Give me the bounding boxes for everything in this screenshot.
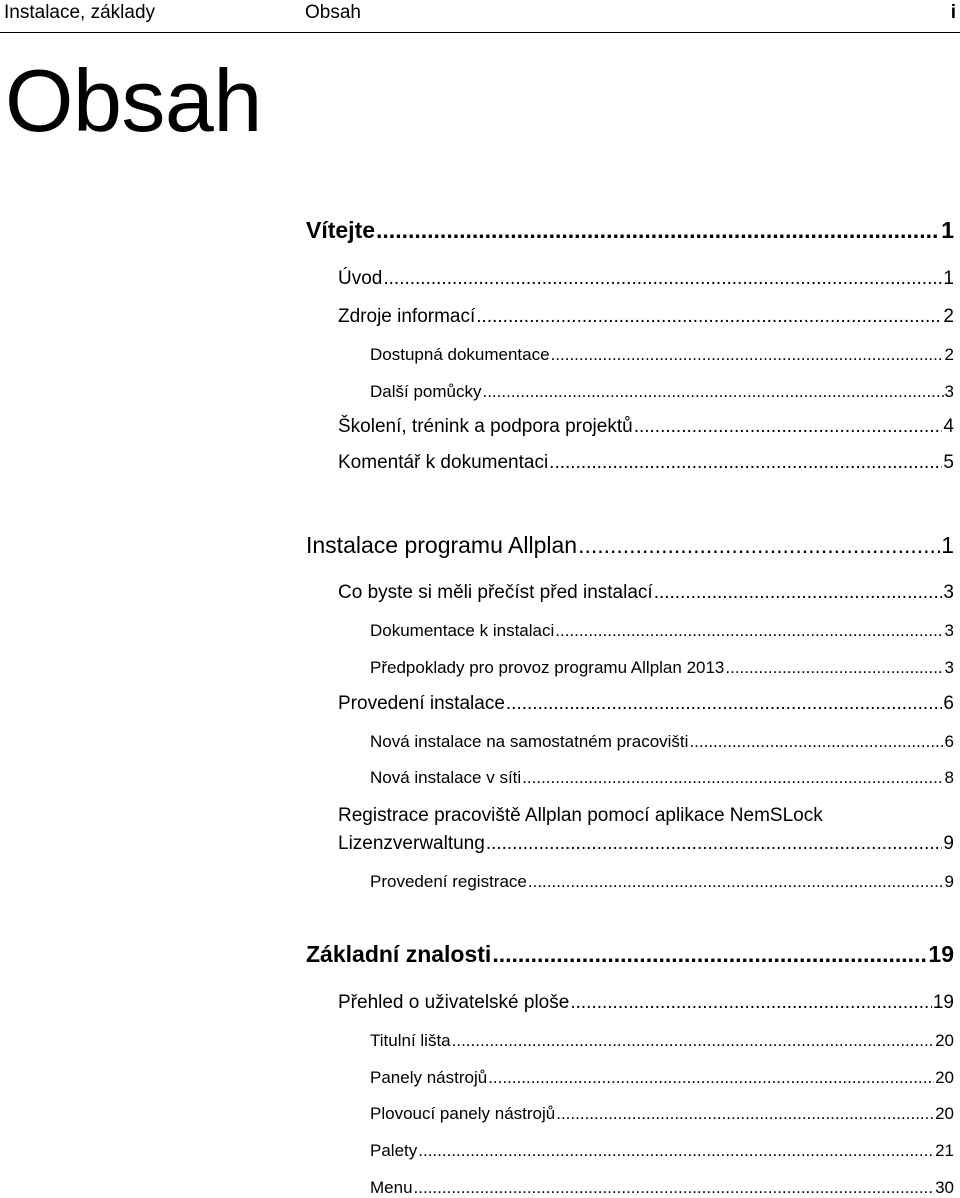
toc-entry-page: 9	[944, 872, 954, 891]
toc-entry-page: 3	[944, 382, 954, 401]
toc-entry-plovouci[interactable]	[370, 1104, 954, 1124]
toc-entry-title: Nová instalace na samostatném pracovišti	[370, 732, 689, 751]
header-doc-title: Instalace, základy	[4, 2, 156, 23]
dot-leader	[492, 941, 927, 968]
dot-leader	[414, 1178, 935, 1198]
toc-entry-zdroje[interactable]	[338, 306, 954, 328]
toc-entry-page: 1	[941, 217, 954, 243]
toc-entry-page: 3	[944, 621, 954, 640]
dot-leader	[418, 1141, 934, 1161]
toc-entry-page: 19	[932, 992, 954, 1013]
toc-entry-page: 1	[941, 532, 954, 558]
header-page-number: i	[950, 2, 956, 23]
toc-entry-page: 20	[935, 1104, 954, 1123]
toc-entry-dokumentace-k[interactable]	[370, 621, 954, 641]
toc-entry-registrace[interactable]	[338, 805, 954, 855]
toc-entry-title: Úvod	[338, 268, 383, 289]
toc-entry-title: Další pomůcky	[370, 382, 482, 401]
dot-leader	[551, 345, 944, 365]
toc-entry-instalace[interactable]	[306, 532, 954, 559]
toc-entry-provedeni-instalace[interactable]	[338, 693, 954, 715]
dot-leader	[528, 872, 944, 892]
toc-entry-zakladni[interactable]	[306, 941, 954, 968]
toc-entry-uvod[interactable]	[338, 268, 954, 290]
toc-entry-predpoklady[interactable]	[370, 658, 954, 678]
dot-leader	[522, 768, 943, 788]
dot-leader	[476, 306, 942, 328]
toc-entry-page: 1	[943, 268, 954, 289]
page-title: Obsah	[5, 51, 262, 150]
toc-entry-page: 2	[943, 306, 954, 327]
toc-entry-title-continued: Lizenzverwaltung	[338, 833, 485, 854]
toc-entry-title: Provedení registrace	[370, 872, 527, 891]
toc-entry-komentar[interactable]	[338, 452, 954, 474]
toc-entry-title: Co byste si měli přečíst před instalací	[338, 582, 653, 603]
toc-entry-page: 6	[944, 732, 954, 751]
dot-leader	[383, 268, 942, 290]
toc-entry-page: 4	[943, 416, 954, 437]
dot-leader	[482, 382, 943, 402]
toc-entry-page: 6	[943, 693, 954, 714]
running-header	[0, 0, 960, 33]
toc-entry-page: 20	[935, 1031, 954, 1050]
toc-entry-title: Instalace programu Allplan	[306, 532, 578, 558]
dot-leader	[506, 693, 943, 715]
toc-entry-palety[interactable]	[370, 1141, 954, 1161]
toc-entry-title: Panely nástrojů	[370, 1068, 488, 1087]
toc-entry-page: 9	[943, 833, 954, 854]
toc-entry-skoleni[interactable]	[338, 416, 954, 438]
toc-entry-title: Základní znalosti	[306, 941, 492, 967]
toc-entry-page: 8	[944, 768, 954, 787]
toc-entry-title: Plovoucí panely nástrojů	[370, 1104, 556, 1123]
dot-leader	[570, 992, 932, 1014]
toc-entry-titulni[interactable]	[370, 1031, 954, 1051]
toc-entry-vitejte[interactable]	[306, 217, 954, 244]
dot-leader	[725, 658, 943, 678]
dot-leader	[486, 833, 943, 855]
toc-entry-page: 5	[943, 452, 954, 473]
toc-entry-nova-siti[interactable]	[370, 768, 954, 788]
dot-leader	[654, 582, 943, 604]
dot-leader	[549, 452, 942, 474]
dot-leader	[555, 621, 943, 641]
toc-entry-page: 3	[943, 582, 954, 603]
toc-entry-title: Provedení instalace	[338, 693, 505, 714]
toc-entry-title: Komentář k dokumentaci	[338, 452, 549, 473]
dot-leader	[634, 416, 943, 438]
toc-entry-title: Registrace pracoviště Allplan pomocí aplikace NemSLock	[338, 805, 823, 826]
toc-entry-title: Školení, trénink a podpora projektů	[338, 416, 633, 437]
toc-entry-panely[interactable]	[370, 1068, 954, 1088]
toc-entry-title: Dokumentace k instalaci	[370, 621, 555, 640]
toc-entry-menu[interactable]	[370, 1178, 954, 1198]
dot-leader	[488, 1068, 934, 1088]
toc-entry-title: Zdroje informací	[338, 306, 476, 327]
toc-entry-title: Přehled o uživatelské ploše	[338, 992, 570, 1013]
toc-entry-page: 19	[928, 941, 954, 967]
toc-entry-continuation	[338, 833, 954, 855]
toc-entry-dalsi[interactable]	[370, 382, 954, 402]
toc-entry-title: Dostupná dokumentace	[370, 345, 550, 364]
toc-entry-nova-samostatne[interactable]	[370, 732, 954, 752]
toc-entry-page: 3	[944, 658, 954, 677]
toc-entry-dostupna[interactable]	[370, 345, 954, 365]
header-section-title: Obsah	[305, 2, 361, 23]
toc-entry-provedeni-registrace[interactable]	[370, 872, 954, 892]
toc-entry-title: Předpoklady pro provoz programu Allplan 2013	[370, 658, 725, 677]
toc-entry-prehled[interactable]	[338, 992, 954, 1014]
dot-leader	[578, 532, 940, 559]
toc-entry-page: 21	[935, 1141, 954, 1160]
dot-leader	[689, 732, 943, 752]
toc-entry-title: Menu	[370, 1178, 413, 1197]
toc-entry-page: 2	[944, 345, 954, 364]
dot-leader	[452, 1031, 934, 1051]
toc-entry-page: 20	[935, 1068, 954, 1087]
dot-leader	[376, 217, 940, 244]
toc-entry-co-byste[interactable]	[338, 582, 954, 604]
toc-entry-title: Vítejte	[306, 217, 376, 243]
toc-entry-page: 30	[935, 1178, 954, 1197]
toc-entry-title: Nová instalace v síti	[370, 768, 522, 787]
toc-entry-title: Palety	[370, 1141, 418, 1160]
dot-leader	[556, 1104, 934, 1124]
toc-entry-title: Titulní lišta	[370, 1031, 451, 1050]
